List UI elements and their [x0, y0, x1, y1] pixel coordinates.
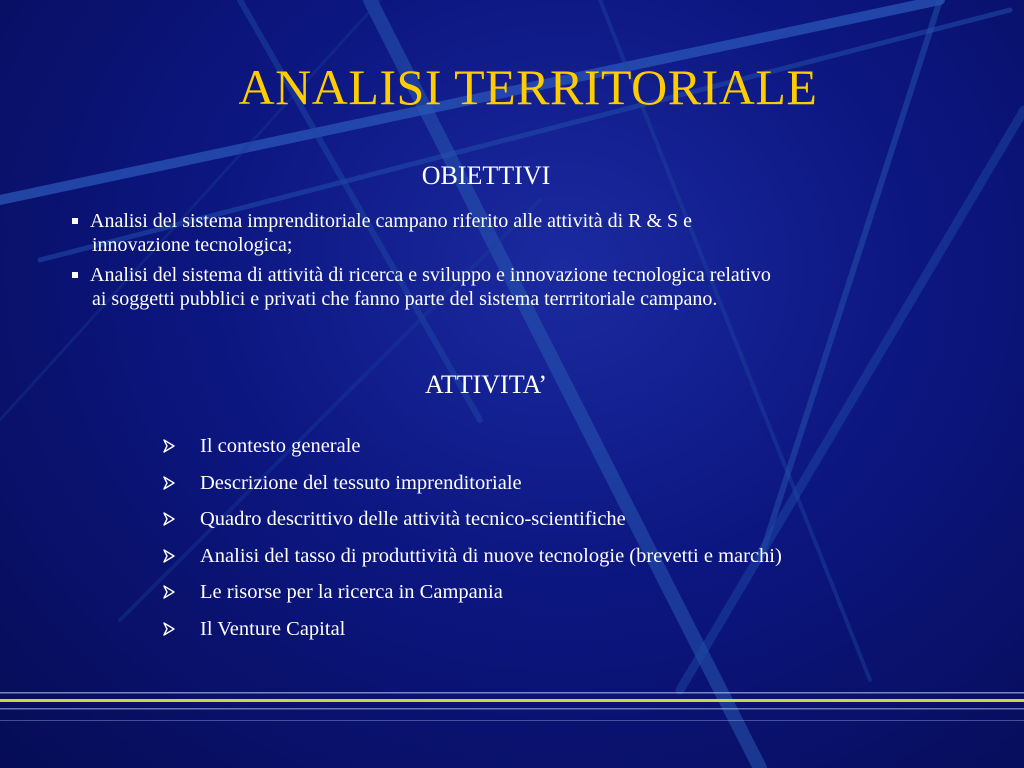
activity-label: Analisi del tasso di produttività di nuove tecnologie (brevetti e marchi) [200, 544, 782, 567]
activity-item [163, 505, 983, 542]
arrowhead-bullet-icon [163, 512, 175, 526]
objectives-heading: OBIETTIVI [421, 161, 551, 190]
arrowhead-bullet-icon [163, 439, 175, 453]
activity-item [163, 542, 983, 579]
arrowhead-bullet-icon [163, 622, 175, 636]
arrowhead-bullet-icon [163, 476, 175, 490]
square-bullet-icon [72, 272, 78, 278]
activity-item [163, 615, 983, 652]
activities-list [163, 432, 983, 651]
objective-line: innovazione tecnologica; [92, 234, 293, 256]
activity-label: Il Venture Capital [200, 617, 346, 640]
activities-heading: ATTIVITA’ [424, 370, 548, 399]
objective-line: Analisi del sistema di attività di ricerca e sviluppo e innovazione tecnologica relativo [90, 264, 771, 286]
activity-item [163, 432, 983, 469]
slide-title: ANALISI TERRITORIALE [238, 59, 818, 115]
activity-item [163, 578, 983, 615]
activity-label: Il contesto generale [200, 435, 361, 457]
square-bullet-icon [72, 218, 78, 224]
objective-item [72, 263, 1002, 311]
activity-label: Descrizione del tessuto imprenditoriale [200, 471, 522, 494]
activity-label: Le risorse per la ricerca in Campania [200, 581, 503, 603]
objective-line: Analisi del sistema imprenditoriale campano riferito alle attività di R & S e [90, 210, 693, 232]
objectives-list [72, 209, 1002, 317]
objective-item [72, 209, 1002, 257]
arrowhead-bullet-icon [163, 585, 175, 599]
activity-item [163, 469, 983, 506]
objective-line: ai soggetti pubblici e privati che fanno parte del sistema terrritoriale campano. [92, 288, 718, 310]
activity-label: Quadro descrittivo delle attività tecnico-scientifiche [200, 508, 626, 530]
arrowhead-bullet-icon [163, 549, 175, 563]
